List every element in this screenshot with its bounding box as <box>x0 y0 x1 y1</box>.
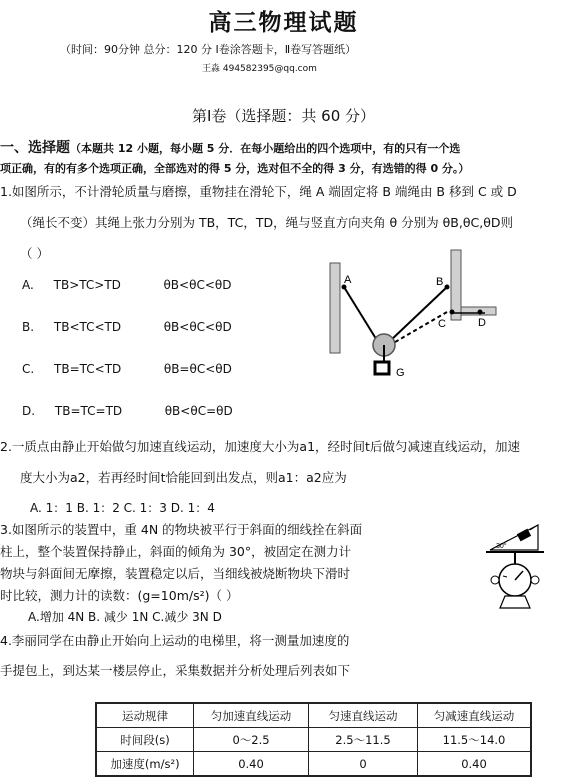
q1-option-c[interactable] <box>22 362 232 376</box>
right-wall <box>451 250 461 320</box>
angle-label: 30° <box>496 543 507 550</box>
option-angle: θB=θC<θD <box>163 362 232 376</box>
label-b: B <box>436 276 444 288</box>
table-header-cell: 匀速直线运动 <box>309 703 418 728</box>
q2-line-2: 度大小为a2，若再经时间t恰能回到出发点，则a1：a2应为 <box>20 470 347 485</box>
option-label: C. <box>22 362 35 376</box>
option-angle: θB<θC<θD <box>163 278 232 292</box>
q3-line-2: 柱上，整个装置保持静止，斜面的倾角为 30°，被固定在测力计 <box>0 544 352 559</box>
q1-option-d[interactable] <box>22 404 233 418</box>
instructions-text: （本题共 12 小题，每小题 5 分．在每小题给出的四个选项中，有的只有一个选 <box>70 142 461 155</box>
q4-line-1: 4.李丽同学在由静止开始向上运动的电梯里，将一测量加速度的 <box>0 633 350 648</box>
q1-option-b[interactable] <box>22 320 232 334</box>
table-header-cell: 匀减速直线运动 <box>418 703 532 728</box>
q1-line-2: （绳长不变）其绳上张力分别为 TB，TC，TD，绳与竖直方向夹角 θ 分别为 θB,θC,θD则 <box>20 215 513 230</box>
option-angle: θB<θC=θD <box>164 404 233 418</box>
option-label: D. <box>22 404 36 418</box>
q2-options[interactable]: A. 1：1 B. 1：2 C. 1：3 D. 1：4 <box>30 501 215 515</box>
q4-data-table <box>95 702 532 777</box>
q2-line-1: 2.一质点由静止开始做匀加速直线运动，加速度大小为a1，经时间t后做匀减速直线运动，加速 <box>0 439 520 454</box>
q4-line-2: 手提包上，到达某一楼层停止，采集数据并分析处理后列表如下 <box>0 663 351 678</box>
option-tension: TB>TC>TD <box>53 278 121 292</box>
table-cell: 2.5～11.5 <box>309 728 418 752</box>
option-tension: TB=TC=TD <box>54 404 123 418</box>
q1-option-a[interactable] <box>22 278 231 292</box>
q3-line-4: 时比较，测力计的读数：(g=10m/s²)（ ） <box>0 588 239 603</box>
weight-g <box>375 362 389 374</box>
point-b <box>445 285 450 290</box>
instructions-head: 一、选择题 <box>0 140 70 156</box>
side-knob-right <box>531 576 539 584</box>
q1-pulley-figure <box>320 245 500 385</box>
author-line: 王淼 494582395@qq.com <box>202 64 317 74</box>
side-knob-left <box>491 576 499 584</box>
point-c <box>450 310 455 315</box>
option-label: A. <box>22 278 34 292</box>
table-cell: 0.40 <box>194 752 309 777</box>
rope-b <box>390 287 447 341</box>
q1-answer-blank: （ ） <box>20 246 49 261</box>
table-cell: 11.5～14.0 <box>418 728 532 752</box>
table-cell: 加速度(m/s²) <box>96 752 194 777</box>
scale-base <box>500 596 530 608</box>
table-header-row <box>96 703 531 728</box>
label-g: G <box>396 367 405 379</box>
option-tension: TB=TC<TD <box>54 362 122 376</box>
point-d <box>478 310 483 315</box>
option-angle: θB<θC<θD <box>163 320 232 334</box>
q3-options[interactable]: A.增加 4N B. 减少 1N C.减少 3N D <box>28 610 222 624</box>
q3-scale-figure <box>478 520 567 615</box>
exam-subtitle: （时间：90分钟 总分：120 分 Ⅰ卷涂答题卡，Ⅱ卷写答题纸） <box>60 43 357 56</box>
table-cell: 0.40 <box>418 752 532 777</box>
label-a: A <box>344 274 352 286</box>
table-row <box>96 752 531 777</box>
table-header-cell: 匀加速直线运动 <box>194 703 309 728</box>
option-label: B. <box>22 320 35 334</box>
instructions-line-2: 项正确，有的有多个选项正确，全部选对的得 5 分，选对但不全的得 3 分，有选错的得 0 分。） <box>0 162 470 175</box>
table-cell: 时间段(s) <box>96 728 194 752</box>
q3-line-1: 3.如图所示的装置中，重 4N 的物块被平行于斜面的细线拴在斜面 <box>0 522 363 537</box>
left-wall <box>330 263 340 353</box>
label-c: C <box>438 318 446 330</box>
table-header-cell: 运动规律 <box>96 703 194 728</box>
page-title: 高三物理试题 <box>208 10 359 36</box>
q1-line-1: 1.如图所示，不计滑轮质量与磨擦，重物挂在滑轮下，绳 A 端固定将 B 端绳由 B 移到 C 或 D <box>0 184 517 199</box>
label-d: D <box>478 317 486 329</box>
instructions-line-1 <box>0 137 460 157</box>
table-row <box>96 728 531 752</box>
table-cell: 0～2.5 <box>194 728 309 752</box>
option-tension: TB<TC<TD <box>53 320 122 334</box>
q3-line-3: 物块与斜面间无摩擦，装置稳定以后，当细线被烧断物块下滑时 <box>0 566 351 581</box>
rope-a <box>344 287 378 342</box>
section-title: 第Ⅰ卷（选择题：共 60 分） <box>191 107 376 125</box>
table-cell: 0 <box>309 752 418 777</box>
